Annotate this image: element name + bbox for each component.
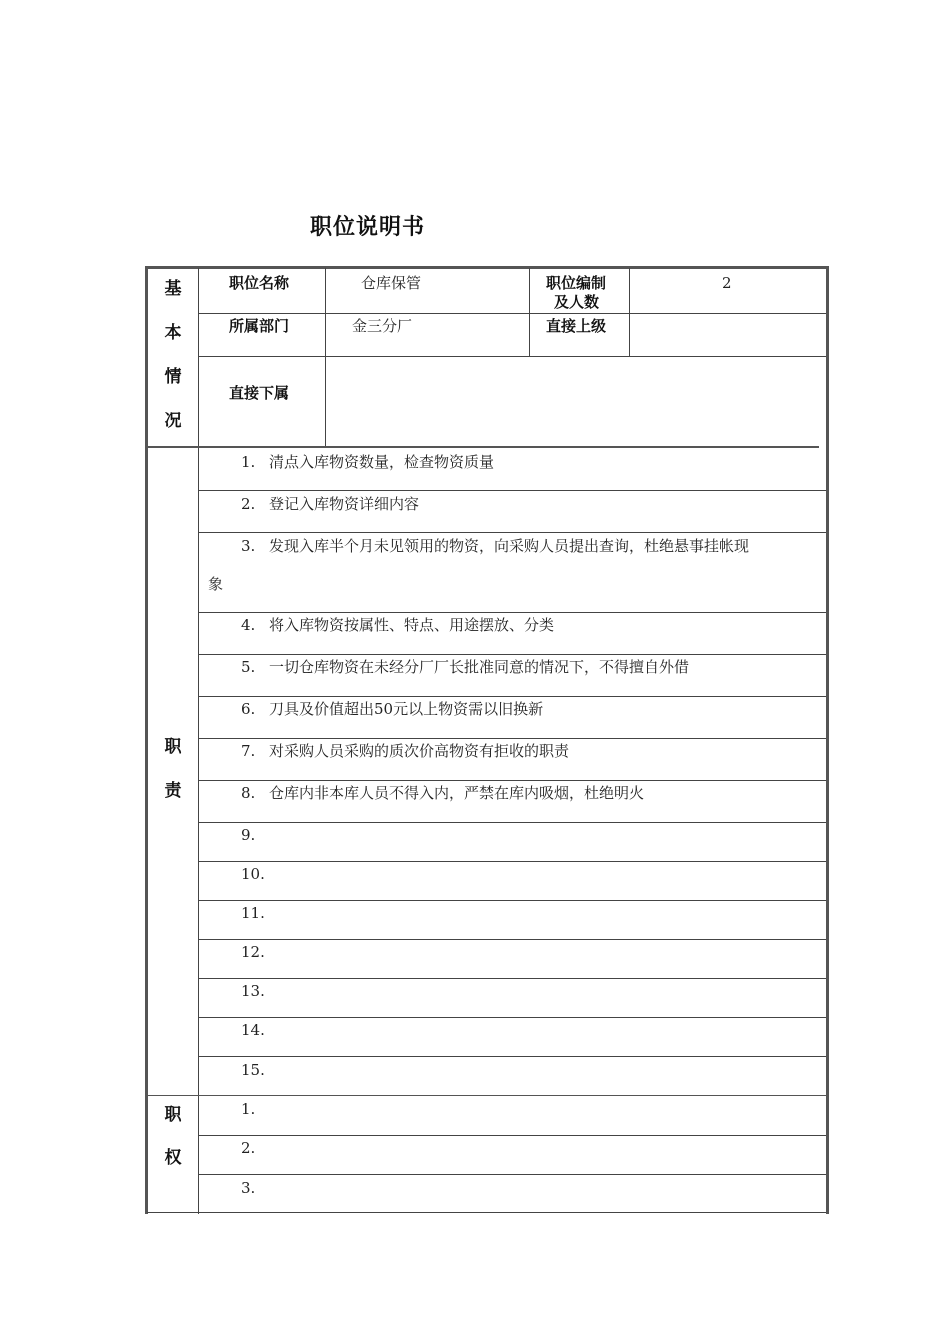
column-divider — [629, 268, 630, 356]
column-divider — [325, 268, 326, 356]
row-divider — [198, 490, 826, 491]
authority-section-char: 职 — [164, 1105, 182, 1125]
section-divider — [147, 1095, 826, 1096]
basic-section-char: 况 — [164, 411, 182, 431]
row-divider — [198, 822, 826, 823]
headcount-label: 职位编制 — [546, 274, 607, 292]
row-divider — [198, 738, 826, 739]
position-name-label: 职位名称 — [229, 274, 290, 292]
duty-item: 15. — [241, 1061, 265, 1079]
section-divider — [147, 446, 819, 448]
duty-item-continuation: 象 — [208, 575, 224, 593]
basic-section-char: 本 — [164, 323, 182, 343]
department-label: 所属部门 — [229, 317, 290, 335]
row-divider — [198, 780, 826, 781]
row-divider — [198, 1135, 826, 1136]
row-divider — [147, 1212, 826, 1213]
authority-item: 3. — [241, 1179, 256, 1197]
duty-item: 1. 清点入库物资数量，检查物资质量 — [241, 453, 495, 471]
authority-section-char: 权 — [164, 1148, 182, 1168]
row-divider — [198, 978, 826, 979]
basic-section-char: 基 — [164, 279, 182, 299]
row-divider — [198, 861, 826, 862]
duty-item: 12. — [241, 943, 265, 961]
row-divider — [198, 1056, 826, 1057]
duty-item: 5. 一切仓库物资在未经分厂厂长批准同意的情况下，不得擅自外借 — [241, 658, 690, 676]
row-divider — [198, 654, 826, 655]
row-divider — [198, 532, 826, 533]
duties-section-char: 职 — [164, 737, 182, 757]
row-divider — [198, 356, 826, 357]
position-name-value: 仓库保管 — [361, 274, 422, 292]
direct-superior-label: 直接上级 — [546, 317, 607, 335]
headcount-value: 2 — [722, 274, 732, 292]
authority-item: 2. — [241, 1139, 256, 1157]
basic-section-char: 情 — [164, 367, 182, 387]
row-divider — [198, 900, 826, 901]
row-divider — [198, 313, 826, 314]
row-divider — [198, 939, 826, 940]
row-divider — [198, 1174, 826, 1175]
duty-item: 13. — [241, 982, 265, 1000]
duty-item: 8. 仓库内非本库人员不得入内，严禁在库内吸烟，杜绝明火 — [241, 784, 645, 802]
duty-item: 11. — [241, 904, 265, 922]
page-title: 职位说明书 — [310, 215, 426, 240]
column-divider — [325, 356, 326, 448]
duty-item: 14. — [241, 1021, 265, 1039]
duty-item: 7. 对采购人员采购的质次价高物资有拒收的职责 — [241, 742, 570, 760]
headcount-label: 及人数 — [554, 293, 600, 311]
duty-item: 3. 发现入库半个月未见领用的物资，向采购人员提出查询，杜绝悬事挂帐现 — [241, 537, 750, 555]
direct-subordinate-label: 直接下属 — [229, 384, 290, 402]
duty-item: 2. 登记入库物资详细内容 — [241, 495, 420, 513]
authority-item: 1. — [241, 1100, 256, 1118]
column-divider — [198, 268, 199, 1214]
row-divider — [198, 696, 826, 697]
duty-item: 10. — [241, 865, 265, 883]
column-divider — [529, 268, 530, 356]
row-divider — [198, 1017, 826, 1018]
row-divider — [198, 612, 826, 613]
duties-section-char: 责 — [164, 781, 182, 801]
duty-item: 4. 将入库物资按属性、特点、用途摆放、分类 — [241, 616, 555, 634]
department-value: 金三分厂 — [352, 317, 413, 335]
duty-item: 9. — [241, 826, 256, 844]
duty-item: 6. 刀具及价值超出50元以上物资需以旧换新 — [241, 700, 544, 718]
